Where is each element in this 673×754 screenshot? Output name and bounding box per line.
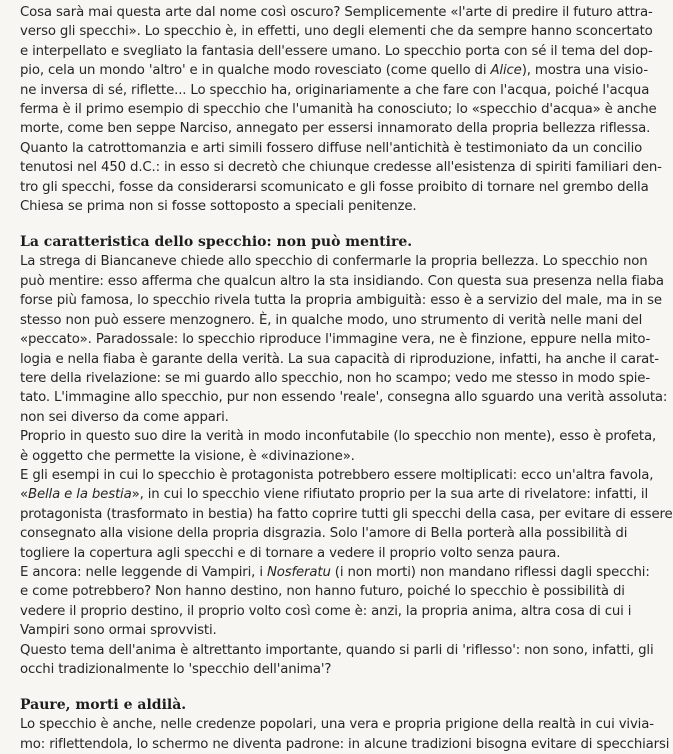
section1-paragraph-1: [20, 252, 668, 427]
text-line: forse più famosa, lo specchio rivela tutta la propria ambiguità: esso è a servizio del male, ma in se: [20, 293, 662, 309]
section2-paragraph-1: [20, 715, 670, 754]
text-line: «Bella e la bestia», in cui lo specchio viene rifiutato proprio per la sua arte di rivelatore: infatti, il: [20, 487, 648, 503]
text-line: «peccato». Paradossale: lo specchio riproduce l'immagine vera, ne è finzione, eppure nella mito-: [20, 332, 651, 348]
text-line: Vampiri sono ormai sprovvisti.: [20, 623, 217, 639]
text-line: Proprio in questo suo dire la verità in modo inconfutabile (lo specchio non mente), esso è profeta,: [20, 429, 657, 445]
section1-paragraph-2: [20, 427, 657, 466]
text-line: protagonista (trasformato in bestia) ha fatto coprire tutti gli specchi della casa, per evitare di essere: [20, 506, 673, 522]
text-line: pio, cela un mondo 'altro' e in qualche modo rovesciato (come quello di Alice), mostra una visio-: [20, 63, 649, 79]
intro-paragraph: [20, 3, 662, 216]
text-line: stesso non può essere menzognero. È, in qualche modo, uno strumento di verità nelle mani del: [20, 312, 643, 328]
text-line: tenutosi nel 450 d.C.: in esso si decretò che chiunque credesse all'esistenza di spiriti familiari den-: [20, 160, 662, 176]
text-line: tere della rivelazione: se mi guardo allo specchio, non ho scampo; vedo me stesso in modo spie-: [20, 370, 650, 386]
text-line: E ancora: nelle leggende di Vampiri, i Nosferatu (i non morti) non mandano riflessi dagli specchi:: [20, 564, 650, 580]
text-line: può mentire: esso afferma che qualcun altro la sta insidiando. Con questa sua presenza nella fiaba: [20, 273, 664, 289]
text-line: Questo tema dell'anima è altrettanto importante, quando si parli di 'riflesso': non sono, infatti, gli: [20, 642, 654, 658]
section1-paragraph-4: [20, 563, 650, 641]
document-page: [20, 3, 673, 754]
text-line: E gli esempi in cui lo specchio è protagonista potrebbero essere moltiplicati: ecco un'altra favola,: [20, 467, 654, 483]
text-line: ferma è il primo esempio di specchio che l'umanità ha conosciuto; lo «specchio d'acqua» è anche: [20, 102, 657, 118]
text-line: consegnato alla visione della propria disgrazia. Solo l'amore di Bella porterà alla possibilità di: [20, 526, 628, 542]
text-line: Chiesa se prima non si fosse sottoposto a speciali penitenze.: [20, 199, 417, 215]
text-line: tro gli specchi, fosse da considerarsi scomunicato e gli fosse proibito di tornare nel grembo della: [20, 179, 649, 195]
text-line: è oggetto che permette la visione, è «divinazione».: [20, 448, 355, 464]
section-heading-mirror-truth: La caratteristica dello specchio: non può mentire.: [20, 234, 413, 251]
text-line: e come potrebbero? Non hanno destino, non hanno futuro, poiché lo specchio è possibilità di: [20, 584, 625, 600]
text-line: mo: riflettendola, lo schermo ne diventa padrone: in alcune tradizioni bisogna evitare di specchiarsi: [20, 736, 670, 752]
text-line: e interpellato e svegliato la fantasia dell'essere umano. Lo specchio porta con sé il tema del dop-: [20, 43, 653, 59]
text-line: Lo specchio è anche, nelle credenze popolari, una vera e propria prigione della realtà in cui vivia-: [20, 717, 654, 733]
text-line: morte, come ben seppe Narciso, annegato per essersi innamorato della propria bellezza riflessa.: [20, 121, 651, 137]
section1-paragraph-3: [20, 466, 673, 563]
text-line: verso gli specchi». Lo specchio è, in effetti, uno degli elementi che da sempre hanno sconcertato: [20, 24, 653, 40]
text-line: tato. L'immagine allo specchio, pur non essendo 'reale', consegna allo sguardo una verità assoluta:: [20, 390, 668, 406]
text-line: occhi tradizionalmente lo 'specchio dell'anima'?: [20, 662, 332, 677]
section1-paragraph-5: [20, 641, 654, 680]
section-heading-fears-death: Paure, morti e aldilà.: [20, 697, 187, 714]
text-line: Cosa sarà mai questa arte dal nome così oscuro? Semplicemente «l'arte di predire il futuro attra-: [20, 5, 653, 20]
text-line: logia e nella fiaba è garante della verità. La sua capacità di riproduzione, infatti, ha anche il carat-: [20, 351, 659, 367]
text-line: togliere la copertura agli specchi e di tornare a vedere il proprio volto senza paura.: [20, 545, 561, 561]
text-line: Quanto la catrottomanzia e arti simili fossero diffuse nell'antichità è testimoniato da un concilio: [20, 140, 643, 156]
text-line: non sei diverso da come appari.: [20, 409, 229, 425]
text-line: ne inversa di sé, riflette... Lo specchio ha, originariamente a che fare con l'acqua, poiché l'acqua: [20, 82, 650, 98]
text-line: vedere il proprio destino, il proprio volto così come è: anzi, la propria anima, altra cosa di cui i: [20, 603, 632, 619]
text-line: La strega di Biancaneve chiede allo specchio di confermarle la propria bellezza. Lo specchio non: [20, 254, 648, 270]
